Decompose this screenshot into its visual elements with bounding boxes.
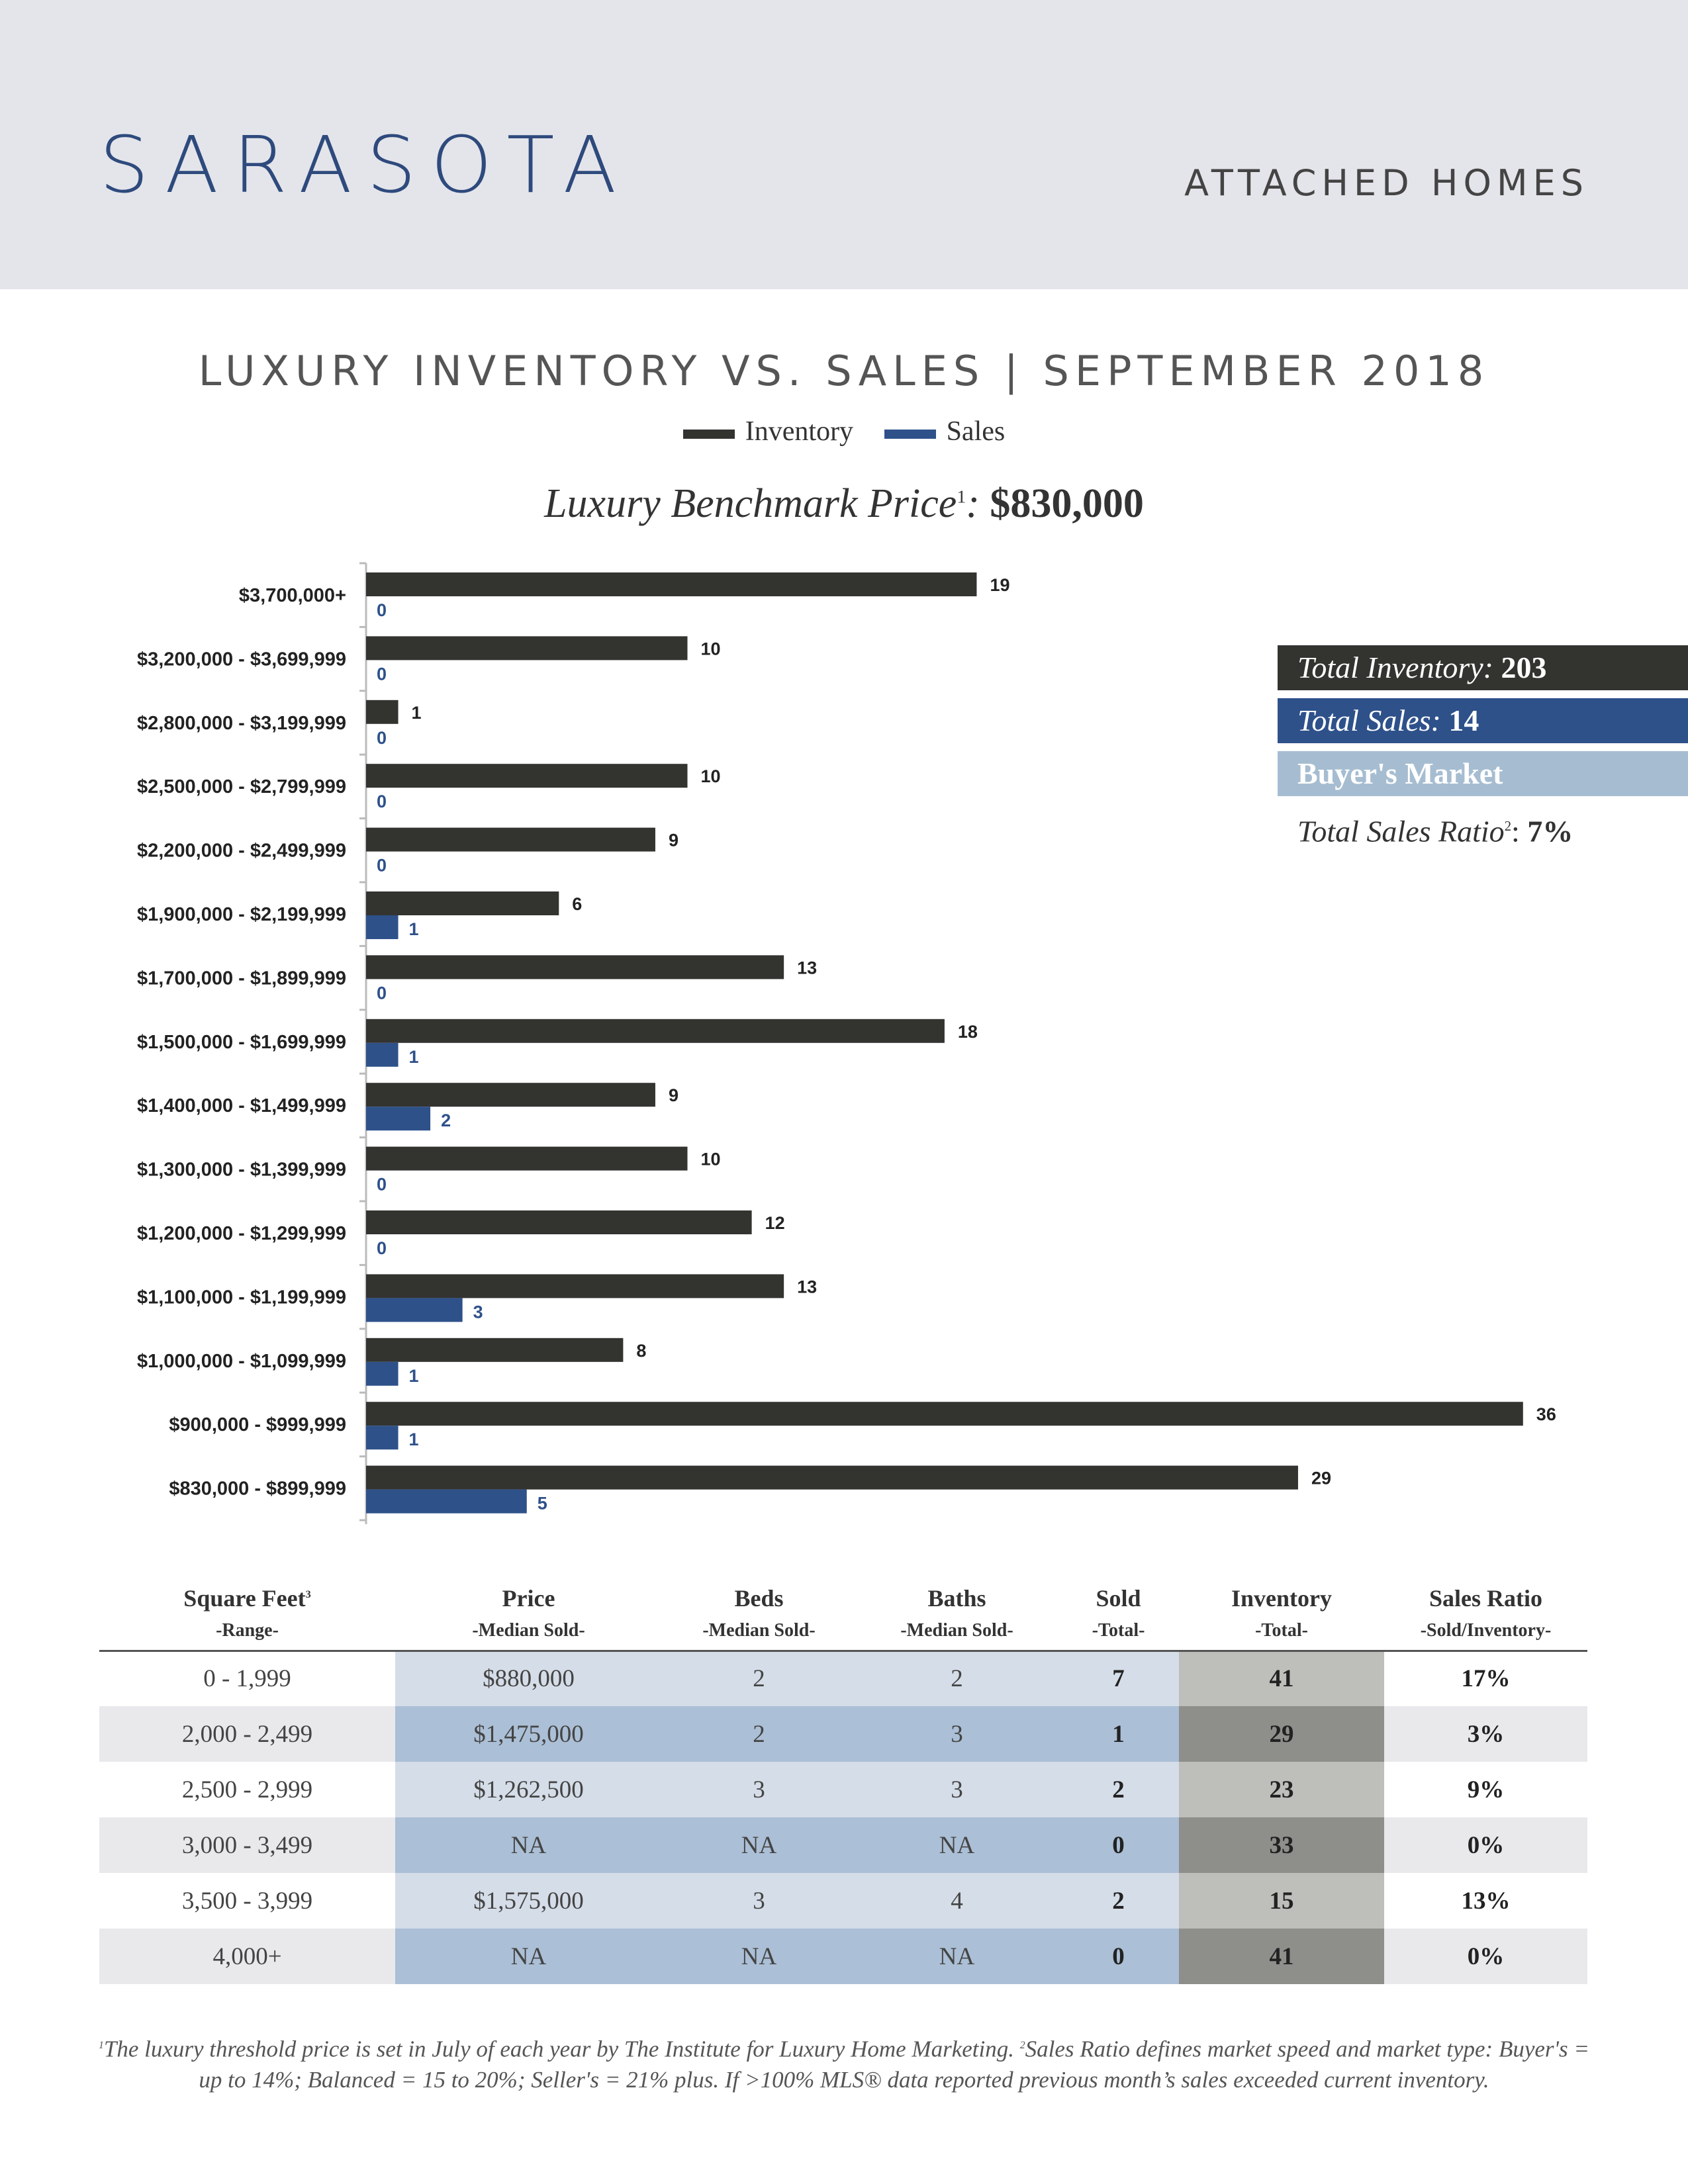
cell-sales-ratio: 9% xyxy=(1384,1762,1587,1817)
data-label-inventory: 8 xyxy=(636,1340,647,1361)
data-label-inventory: 6 xyxy=(572,894,583,914)
header-inventory: Inventory xyxy=(1231,1585,1332,1612)
total-sales-ratio-label: Total Sales Ratio xyxy=(1297,814,1505,848)
total-inventory-value: 203 xyxy=(1501,651,1547,684)
cell-beds: 3 xyxy=(662,1873,856,1929)
data-label-sales: 1 xyxy=(408,1365,419,1386)
legend-label-sales: Sales xyxy=(946,416,1006,447)
data-label-sales: 0 xyxy=(377,600,387,620)
category-label: $1,400,000 - $1,499,999 xyxy=(136,1095,346,1117)
category-label: $1,100,000 - $1,199,999 xyxy=(136,1287,346,1308)
data-label-inventory: 18 xyxy=(957,1021,978,1042)
category-label: $3,700,000+ xyxy=(238,585,346,606)
table-row xyxy=(99,1929,1587,1984)
benchmark-footnote-marker: 1 xyxy=(957,486,966,508)
cell-sold: 0 xyxy=(1058,1817,1179,1873)
data-label-inventory: 13 xyxy=(797,1277,818,1297)
category-label: $1,200,000 - $1,299,999 xyxy=(136,1223,346,1244)
data-label-inventory: 10 xyxy=(700,639,721,659)
cell-baths: NA xyxy=(856,1929,1058,1984)
city-title: SARASOTA xyxy=(99,119,632,210)
cell-inventory: 15 xyxy=(1179,1873,1384,1929)
data-label-sales: 3 xyxy=(473,1302,483,1322)
bar-inventory xyxy=(366,1466,1298,1490)
category-label: $1,500,000 - $1,699,999 xyxy=(136,1031,346,1053)
bar-inventory xyxy=(366,636,688,660)
bar-inventory xyxy=(366,955,784,979)
data-label-sales: 0 xyxy=(377,1238,387,1258)
category-label: $1,300,000 - $1,399,999 xyxy=(136,1159,346,1181)
subheader-inventory: -Total- xyxy=(1179,1612,1384,1651)
bar-sales xyxy=(366,1362,399,1386)
bar-sales xyxy=(366,1426,399,1449)
market-type-box: Buyer's Market xyxy=(1278,751,1688,796)
cell-baths: NA xyxy=(856,1817,1058,1873)
data-label-inventory: 9 xyxy=(668,1085,679,1106)
data-label-inventory: 1 xyxy=(411,702,422,723)
cell-sales-ratio: 3% xyxy=(1384,1706,1587,1762)
cell-price: NA xyxy=(395,1929,662,1984)
bar-inventory xyxy=(366,572,976,596)
subheader-beds: -Median Sold- xyxy=(662,1612,856,1651)
data-label-inventory: 10 xyxy=(700,1149,721,1169)
total-inventory-box xyxy=(1278,645,1688,690)
bar-inventory xyxy=(366,891,559,915)
bar-inventory xyxy=(366,700,399,724)
cell-range: 3,500 - 3,999 xyxy=(99,1873,395,1929)
cell-beds: NA xyxy=(662,1929,856,1984)
cell-baths: 2 xyxy=(856,1651,1058,1706)
total-sales-label: Total Sales: xyxy=(1297,704,1441,737)
cell-range: 3,000 - 3,499 xyxy=(99,1817,395,1873)
square-feet-table xyxy=(99,1574,1587,1984)
cell-price: $1,575,000 xyxy=(395,1873,662,1929)
category-label: $900,000 - $999,999 xyxy=(169,1414,346,1436)
table-header-row xyxy=(99,1574,1587,1612)
data-label-inventory: 13 xyxy=(797,958,818,978)
total-inventory-label: Total Inventory: xyxy=(1297,651,1493,684)
footnote-marker-1: 1 xyxy=(98,2040,104,2051)
total-sales-ratio-colon: : xyxy=(1511,814,1520,848)
cell-baths: 3 xyxy=(856,1762,1058,1817)
bar-sales xyxy=(366,1298,463,1322)
bar-inventory xyxy=(366,1210,752,1234)
bar-sales xyxy=(366,1490,527,1514)
bar-inventory xyxy=(366,764,688,788)
benchmark-colon: : xyxy=(966,481,980,526)
subheader-baths: -Median Sold- xyxy=(856,1612,1058,1651)
cell-price: $1,475,000 xyxy=(395,1706,662,1762)
bar-inventory xyxy=(366,1083,655,1107)
cell-sold: 7 xyxy=(1058,1651,1179,1706)
cell-range: 2,500 - 2,999 xyxy=(99,1762,395,1817)
category-label: $1,900,000 - $2,199,999 xyxy=(136,904,346,925)
cell-baths: 3 xyxy=(856,1706,1058,1762)
bar-inventory xyxy=(366,1147,688,1171)
total-sales-value: 14 xyxy=(1448,704,1479,737)
total-sales-box xyxy=(1278,698,1688,743)
data-label-sales: 0 xyxy=(377,855,387,876)
footnote-marker-2: 2 xyxy=(1019,2040,1025,2051)
legend-label-inventory: Inventory xyxy=(745,416,854,447)
data-label-sales: 1 xyxy=(408,1046,419,1067)
data-label-sales: 0 xyxy=(377,983,387,1003)
bar-inventory xyxy=(366,1402,1523,1426)
category-label: $1,700,000 - $1,899,999 xyxy=(136,968,346,989)
footnote xyxy=(93,2030,1595,2095)
bar-inventory xyxy=(366,1338,623,1362)
bar-inventory xyxy=(366,828,655,852)
category-label: $2,500,000 - $2,799,999 xyxy=(136,776,346,798)
cell-beds: 2 xyxy=(662,1651,856,1706)
summary-panel xyxy=(1278,645,1688,857)
cell-sold: 2 xyxy=(1058,1762,1179,1817)
benchmark-label: Luxury Benchmark Price xyxy=(544,481,957,526)
cell-inventory: 23 xyxy=(1179,1762,1384,1817)
cell-sales-ratio: 13% xyxy=(1384,1873,1587,1929)
total-sales-ratio-value: 7% xyxy=(1527,814,1573,848)
cell-sales-ratio: 0% xyxy=(1384,1817,1587,1873)
footnote-text-2: Sales Ratio defines market speed and market type: Buyer's = up to 14%; Balanced = 15 to 20%; Seller's = 21% plus. If >100% MLS® data reported previous month’s sales exceeded current inventory. xyxy=(199,2036,1590,2093)
cell-beds: 2 xyxy=(662,1706,856,1762)
header-baths: Baths xyxy=(927,1585,986,1612)
data-label-sales: 5 xyxy=(537,1493,547,1514)
cell-beds: 3 xyxy=(662,1762,856,1817)
data-label-inventory: 9 xyxy=(668,830,679,850)
bar-sales xyxy=(366,1107,430,1130)
cell-beds: NA xyxy=(662,1817,856,1873)
bar-inventory xyxy=(366,1019,945,1043)
bar-inventory xyxy=(366,1274,784,1298)
subheader-range: -Range- xyxy=(99,1612,395,1651)
header-square-feet: Square Feet$^3$ xyxy=(183,1585,311,1612)
data-label-sales: 0 xyxy=(377,1174,387,1195)
table-row xyxy=(99,1762,1587,1817)
cell-range: 0 - 1,999 xyxy=(99,1651,395,1706)
data-label-sales: 0 xyxy=(377,792,387,812)
cell-sold: 0 xyxy=(1058,1929,1179,1984)
subheader-price: -Median Sold- xyxy=(395,1612,662,1651)
table-row xyxy=(99,1651,1587,1706)
data-label-sales: 1 xyxy=(408,1430,419,1450)
cell-sales-ratio: 0% xyxy=(1384,1929,1587,1984)
cell-inventory: 41 xyxy=(1179,1651,1384,1706)
cell-range: 2,000 - 2,499 xyxy=(99,1706,395,1762)
total-sales-ratio-footnote-marker: 2 xyxy=(1504,819,1512,834)
header-sales-ratio: Sales Ratio xyxy=(1429,1585,1542,1612)
cell-price: NA xyxy=(395,1817,662,1873)
data-label-sales: 2 xyxy=(441,1111,451,1131)
subheader-sold: -Total- xyxy=(1058,1612,1179,1651)
benchmark-value: $830,000 xyxy=(990,481,1144,526)
cell-inventory: 33 xyxy=(1179,1817,1384,1873)
category-label: $2,800,000 - $3,199,999 xyxy=(136,712,346,734)
data-label-inventory: 19 xyxy=(990,575,1010,595)
data-label-inventory: 10 xyxy=(700,766,721,787)
cell-price: $1,262,500 xyxy=(395,1762,662,1817)
cell-range: 4,000+ xyxy=(99,1929,395,1984)
data-label-inventory: 12 xyxy=(765,1213,785,1233)
data-label-inventory: 36 xyxy=(1536,1404,1556,1425)
cell-inventory: 41 xyxy=(1179,1929,1384,1984)
table-row xyxy=(99,1873,1587,1929)
bar-sales xyxy=(366,915,399,939)
bar-sales xyxy=(366,1043,399,1067)
cell-sold: 1 xyxy=(1058,1706,1179,1762)
total-sales-ratio-box xyxy=(1278,804,1688,849)
cell-price: $880,000 xyxy=(395,1651,662,1706)
property-type-title: ATTACHED HOMES xyxy=(1184,162,1589,204)
cell-sold: 2 xyxy=(1058,1873,1179,1929)
category-label: $1,000,000 - $1,099,999 xyxy=(136,1350,346,1372)
category-label: $2,200,000 - $2,499,999 xyxy=(136,840,346,862)
data-label-sales: 1 xyxy=(408,919,419,939)
subheader-sales-ratio: -Sold/Inventory- xyxy=(1384,1612,1587,1651)
category-label: $3,200,000 - $3,699,999 xyxy=(136,649,346,670)
header-price: Price xyxy=(502,1585,555,1612)
table-subheader-row xyxy=(99,1612,1587,1651)
footnote-text-1: The luxury threshold price is set in July of each year by The Institute for Luxury Home Marketing. xyxy=(103,2036,1014,2062)
cell-inventory: 29 xyxy=(1179,1706,1384,1762)
header-beds: Beds xyxy=(734,1585,784,1612)
header-sold: Sold xyxy=(1096,1585,1141,1612)
cell-sales-ratio: 17% xyxy=(1384,1651,1587,1706)
table-row xyxy=(99,1706,1587,1762)
category-label: $830,000 - $899,999 xyxy=(169,1478,346,1500)
data-label-inventory: 29 xyxy=(1311,1468,1331,1488)
table-row xyxy=(99,1817,1587,1873)
chart-title: LUXURY INVENTORY VS. SALES | SEPTEMBER 2018 xyxy=(198,347,1490,395)
data-label-sales: 0 xyxy=(377,727,387,748)
data-label-sales: 0 xyxy=(377,664,387,684)
cell-baths: 4 xyxy=(856,1873,1058,1929)
